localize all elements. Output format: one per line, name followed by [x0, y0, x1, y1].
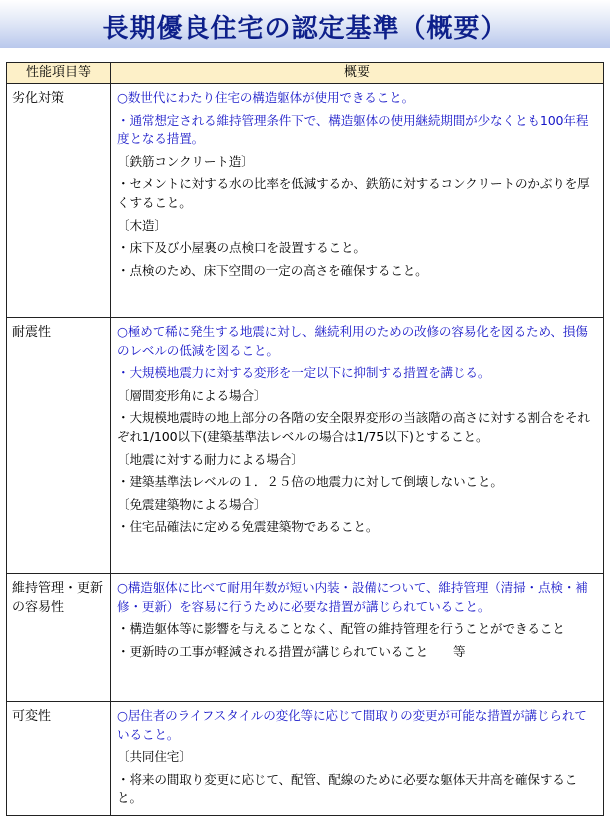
criteria-line: ○居住者のライフスタイルの変化等に応じて間取りの変更が可能な措置が講じられていること。 [117, 708, 587, 742]
criteria-line: ・建築基準法レベルの１．２５倍の地震力に対して倒壊しないこと。 [117, 474, 503, 490]
criteria-line: ○構造躯体に比べて耐用年数が短い内装・設備について、維持管理（清掃・点検・補修・更新）を容易に行うために必要な措置が講じられていること。 [117, 580, 588, 614]
header-overview: 概要 [111, 63, 604, 84]
criteria-line: ・セメントに対する水の比率を低減するか、鉄筋に対するコンクリートのかぶりを厚くすること。 [117, 176, 590, 210]
criteria-line: ・床下及び小屋裏の点検口を設置すること。 [117, 240, 366, 256]
criteria-line: ・大規模地震力に対する変形を一定以下に抑制する措置を講じる。 [117, 365, 491, 381]
criteria-line: 〔地震に対する耐力による場合〕 [117, 451, 304, 467]
criteria-line: ・大規模地震時の地上部分の各階の安全限界変形の当該階の高さに対する割合をそれぞれ1/100以下(建築基準法レベルの場合は1/75以下)とすること。 [117, 410, 590, 444]
criteria-line: 〔免震建築物による場合〕 [117, 496, 267, 512]
criteria-line: 〔木造〕 [117, 217, 167, 233]
row-label-maintenance: 維持管理・更新の容易性 [7, 574, 111, 702]
page-title: 長期優良住宅の認定基準（概要） [102, 14, 508, 44]
criteria-line: 〔共同住宅〕 [117, 749, 192, 765]
row-body-adaptability [111, 702, 604, 816]
criteria-line: ・通常想定される維持管理条件下で、構造躯体の使用継続期間が少なくとも100年程度となる措置。 [117, 112, 589, 147]
criteria-line: ・点検のため、床下空間の一定の高さを確保すること。 [117, 262, 428, 278]
criteria-line: ・構造躯体等に影響を与えることなく、配管の維持管理を行うことができること [117, 621, 565, 637]
header-performance-item: 性能項目等 [7, 63, 111, 84]
table-row [7, 84, 604, 318]
table-row [7, 318, 604, 574]
criteria-table [6, 62, 604, 816]
criteria-line: ○数世代にわたり住宅の構造躯体が使用できること。 [117, 90, 415, 105]
table-row [7, 702, 604, 816]
row-label-adaptability: 可変性 [7, 702, 111, 816]
table-header-row [7, 63, 604, 84]
criteria-line: ・更新時の工事が軽減される措置が講じられていること 等 [117, 643, 466, 659]
row-body-seismic [111, 318, 604, 574]
row-label-deterioration: 劣化対策 [7, 84, 111, 318]
table-row [7, 574, 604, 702]
criteria-line: ・住宅品確法に定める免震建築物であること。 [117, 519, 379, 535]
row-label-seismic: 耐震性 [7, 318, 111, 574]
row-body-deterioration [111, 84, 604, 318]
criteria-line: 〔層間変形角による場合〕 [117, 387, 267, 403]
row-body-maintenance [111, 574, 604, 702]
criteria-line: ・将来の間取り変更に応じて、配管、配線のために必要な躯体天井高を確保すること。 [117, 771, 578, 806]
criteria-line: ○極めて稀に発生する地震に対し、継続利用のための改修の容易化を図るため、損傷のレベルの低減を図ること。 [117, 324, 588, 358]
criteria-line: 〔鉄筋コンクリート造〕 [117, 153, 254, 169]
